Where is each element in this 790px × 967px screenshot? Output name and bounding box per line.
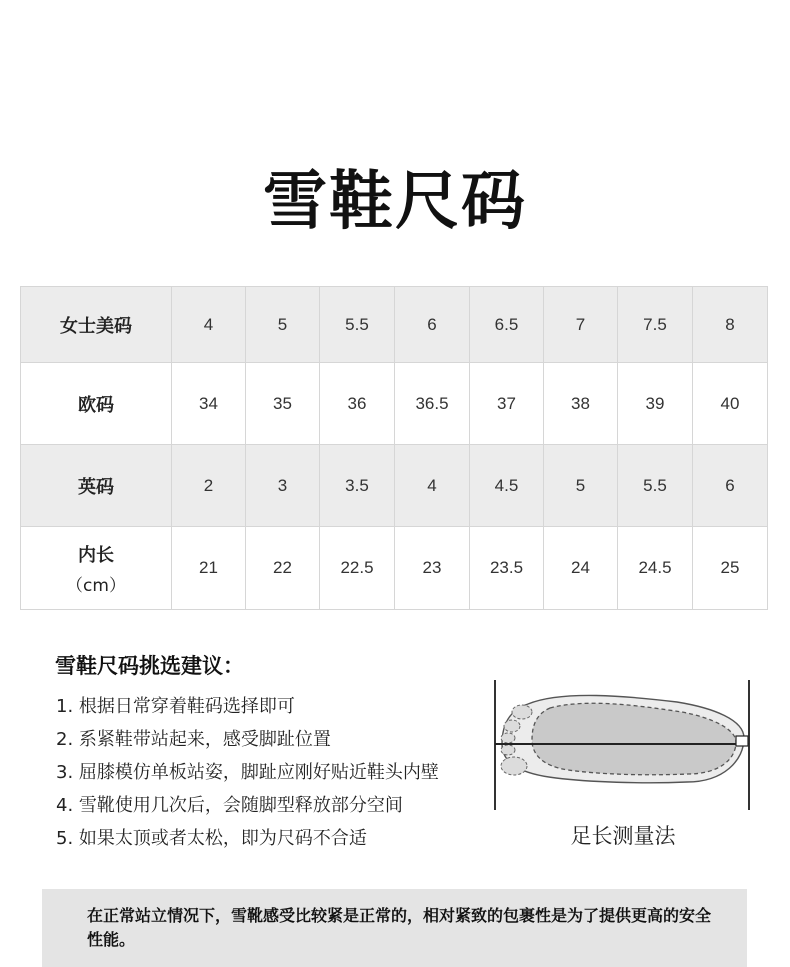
size-cell: 5.5 [618, 445, 693, 527]
size-cell: 4.5 [470, 445, 544, 527]
size-cell: 5 [544, 445, 618, 527]
size-cell: 40 [693, 363, 768, 445]
size-chart-table [20, 286, 768, 610]
size-cell: 6 [395, 287, 470, 363]
foot-length-measure-icon [492, 678, 754, 813]
size-row-unit: （cm） [66, 575, 126, 596]
size-cell: 6 [693, 445, 768, 527]
size-cell: 3.5 [320, 445, 395, 527]
size-row [21, 363, 768, 445]
size-cell: 34 [172, 363, 246, 445]
advice-item: 1. 根据日常穿着鞋码选择即可 [56, 696, 295, 717]
size-cell: 23.5 [470, 527, 544, 610]
size-row-label-text: 女士美码 [60, 315, 132, 337]
size-row [21, 287, 768, 363]
size-row-label [21, 527, 172, 610]
size-cell: 25 [693, 527, 768, 610]
size-cell: 37 [470, 363, 544, 445]
size-cell: 38 [544, 363, 618, 445]
size-cell: 23 [395, 527, 470, 610]
size-row [21, 527, 768, 610]
advice-item: 4. 雪靴使用几次后，会随脚型释放部分空间 [56, 795, 403, 816]
size-cell: 3 [246, 445, 320, 527]
size-cell: 22.5 [320, 527, 395, 610]
page-title: 雪鞋尺码 [263, 165, 527, 239]
size-cell: 7.5 [618, 287, 693, 363]
size-cell: 8 [693, 287, 768, 363]
advice-item: 3. 屈膝模仿单板站姿，脚趾应刚好贴近鞋头内壁 [56, 762, 439, 783]
size-cell: 24 [544, 527, 618, 610]
size-chart-body [21, 287, 768, 610]
size-cell: 6.5 [470, 287, 544, 363]
size-row-label [21, 445, 172, 527]
size-cell: 36.5 [395, 363, 470, 445]
note-box [42, 889, 747, 967]
size-row-label [21, 287, 172, 363]
size-row-label-text: 内长 [78, 544, 114, 566]
size-cell: 35 [246, 363, 320, 445]
size-cell: 22 [246, 527, 320, 610]
size-row-label-text: 英码 [78, 476, 114, 498]
size-cell: 5 [246, 287, 320, 363]
advice-item: 5. 如果太顶或者太松，即为尺码不合适 [56, 828, 367, 849]
size-row-label [21, 363, 172, 445]
size-cell: 24.5 [618, 527, 693, 610]
size-cell: 5.5 [320, 287, 395, 363]
size-cell: 21 [172, 527, 246, 610]
size-cell: 39 [618, 363, 693, 445]
figure-caption: 足长测量法 [570, 824, 676, 848]
size-cell: 36 [320, 363, 395, 445]
advice-title: 雪鞋尺码挑选建议： [55, 654, 244, 678]
size-cell: 4 [395, 445, 470, 527]
size-cell: 7 [544, 287, 618, 363]
size-row [21, 445, 768, 527]
advice-list [56, 690, 439, 855]
size-row-label-text: 欧码 [78, 394, 114, 416]
size-cell: 4 [172, 287, 246, 363]
size-cell: 2 [172, 445, 246, 527]
note-text: 在正常站立情况下，雪靴感受比较紧是正常的，相对紧致的包裹性是为了提供更高的安全性能。 [87, 906, 712, 949]
advice-item: 2. 系紧鞋带站起来，感受脚趾位置 [56, 729, 331, 750]
